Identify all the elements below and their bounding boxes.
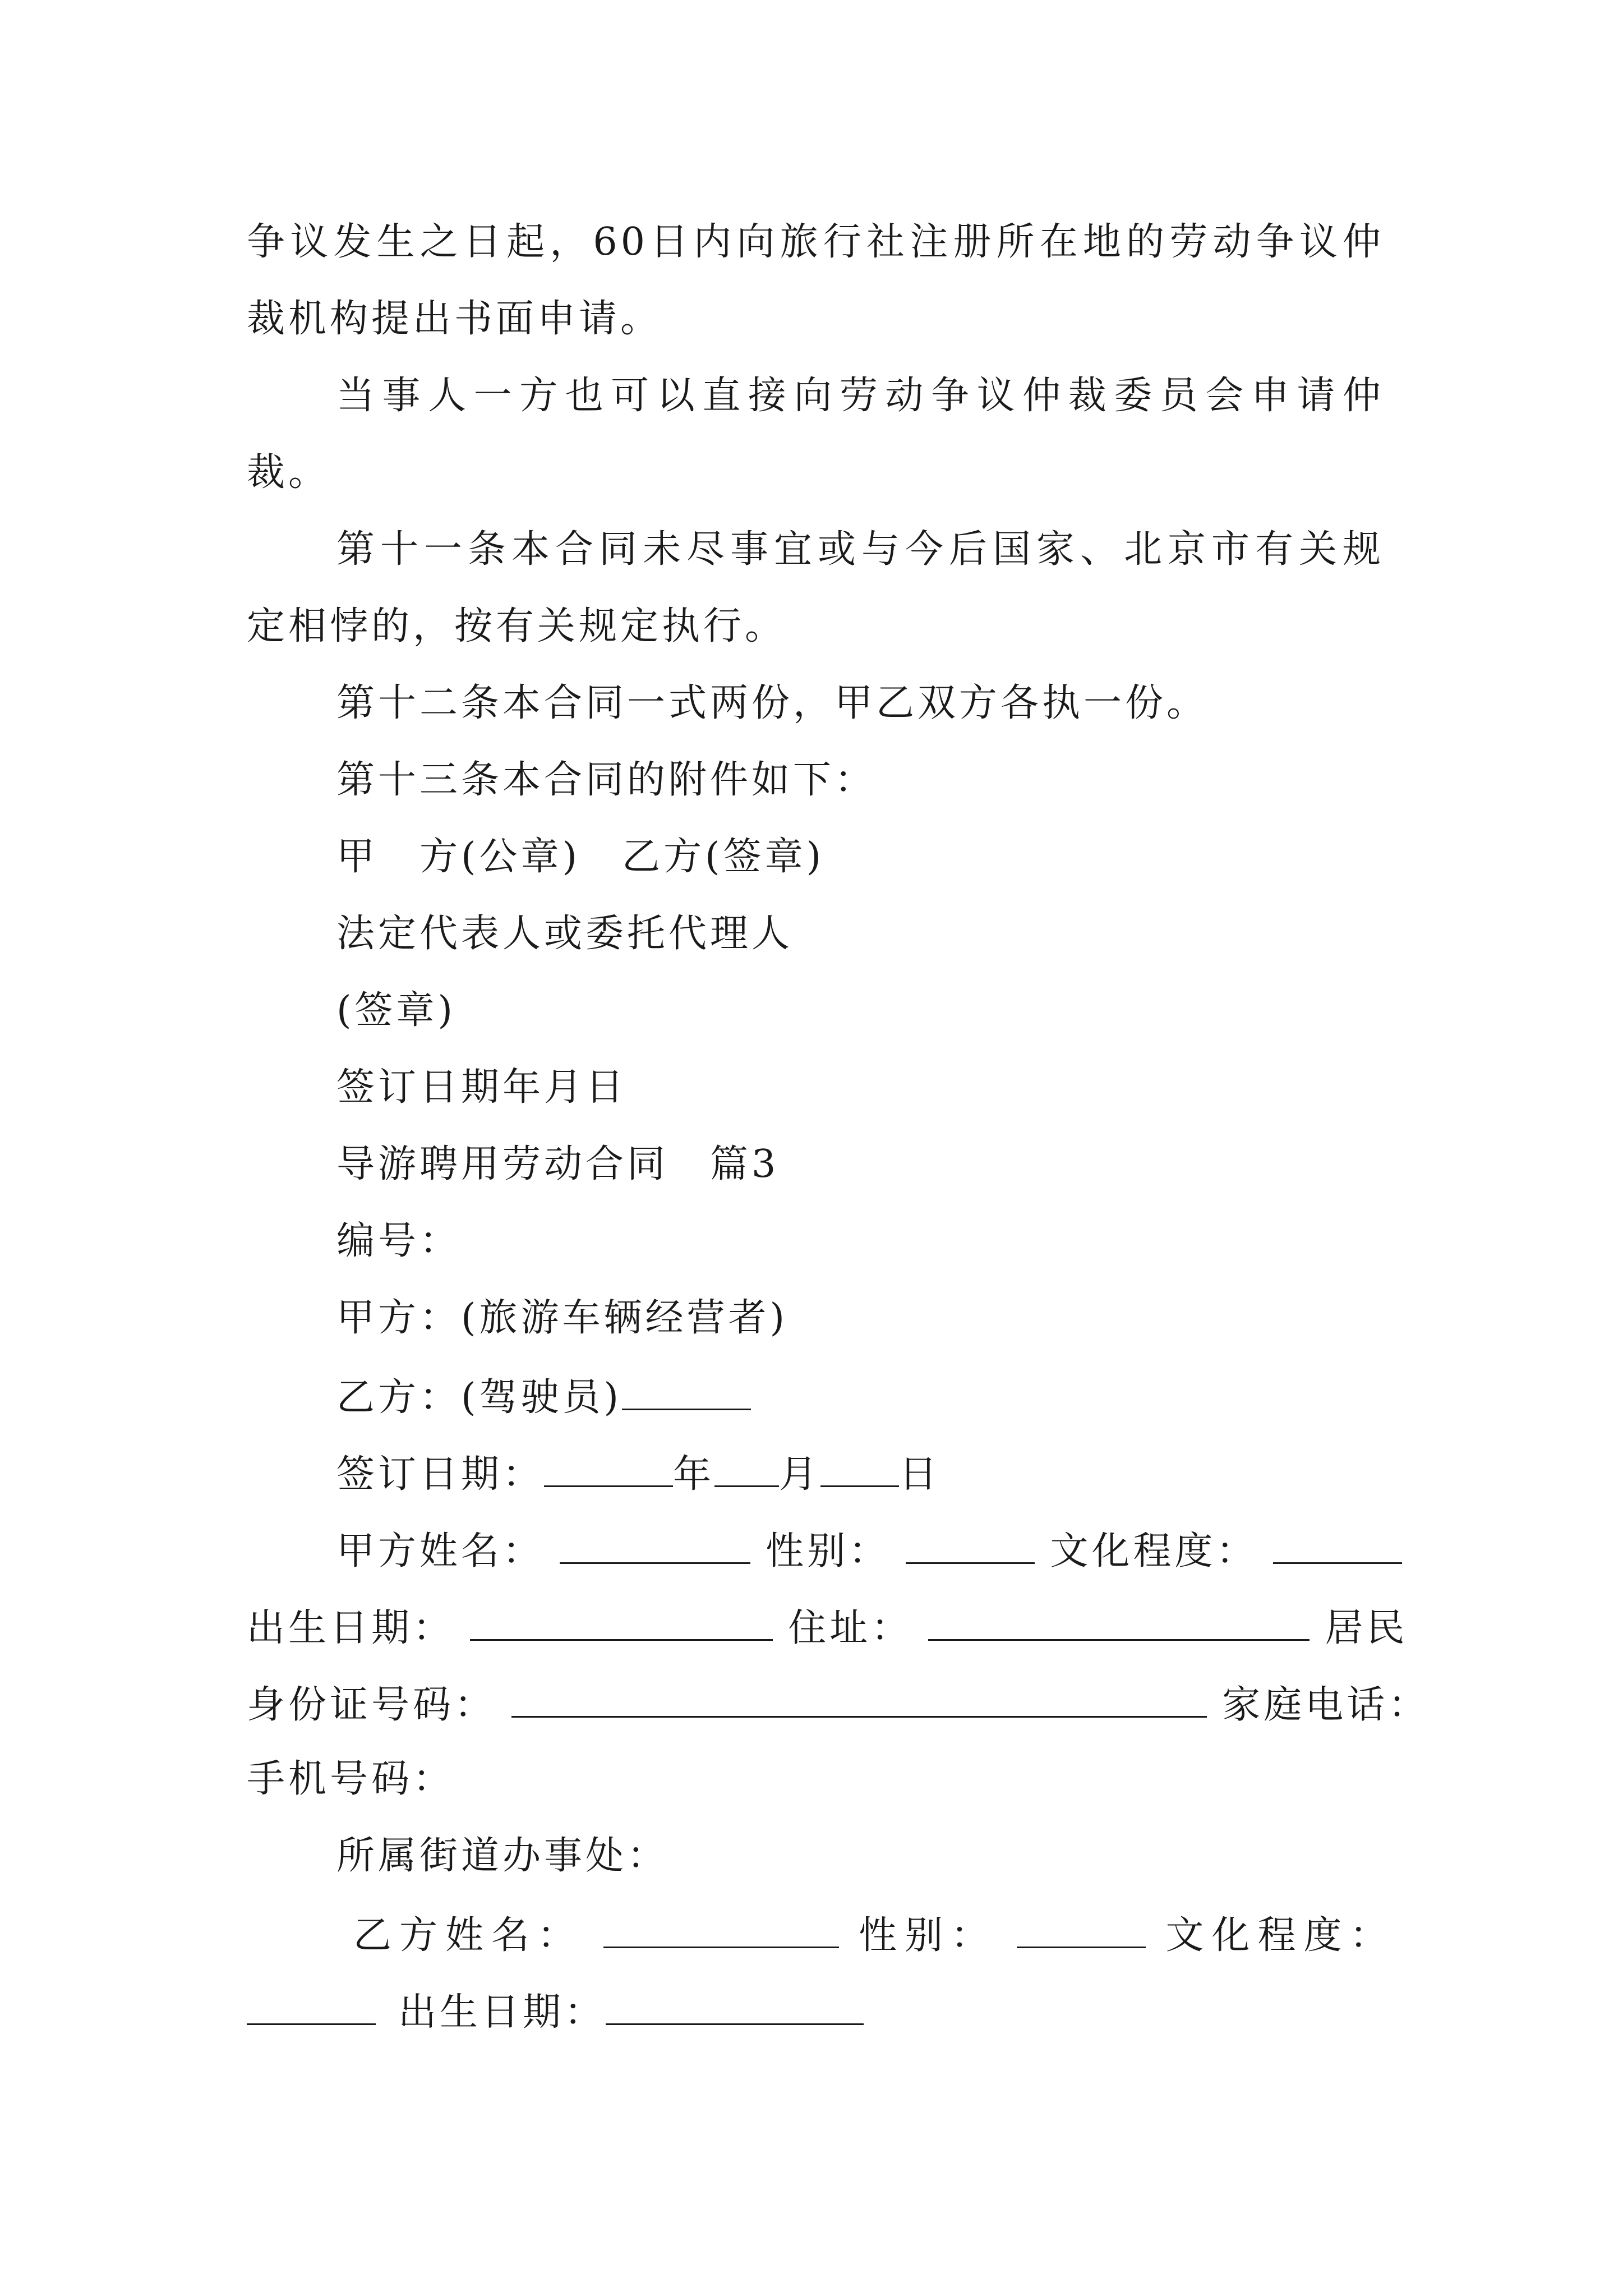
day-label: 日	[899, 1452, 941, 1497]
party-a-birth-line	[247, 1606, 1408, 1650]
a-gender-label: 性别：	[766, 1529, 891, 1573]
paragraph-line: 裁机构提出书面申请。	[247, 297, 662, 341]
party-b-birth-line	[247, 1990, 864, 2035]
paragraph-line: 定相悖的，按有关规定执行。	[247, 604, 787, 648]
day-blank[interactable]	[820, 1453, 899, 1487]
b-gender-blank[interactable]	[1017, 1914, 1146, 1948]
b-birth-blank[interactable]	[606, 1991, 864, 2025]
sign-date-line	[336, 1452, 941, 1497]
a-id-blank[interactable]	[511, 1683, 1207, 1718]
month-blank[interactable]	[714, 1453, 779, 1487]
year-blank[interactable]	[544, 1453, 673, 1487]
party-b-label: 乙方：(驾驶员)	[336, 1375, 623, 1420]
b-education-label: 文化程度：	[1165, 1913, 1396, 1958]
month-label: 月	[779, 1452, 821, 1497]
a-birth-label: 出生日期：	[247, 1606, 455, 1650]
street-office-line: 所属街道办事处：	[336, 1834, 669, 1878]
paragraph-line: (签章)	[336, 988, 457, 1033]
party-a-info-line	[336, 1530, 1384, 1571]
sign-date-label: 签订日期：	[336, 1452, 545, 1497]
paragraph-line: 争议发生之日起，60日内向旅行社注册所在地的劳动争议仲	[247, 220, 1384, 264]
paragraph-line: 第十三条本合同的附件如下：	[336, 758, 877, 802]
party-b-blank[interactable]	[622, 1376, 751, 1410]
a-home-phone-label: 家庭电话：	[1222, 1683, 1430, 1727]
year-label: 年	[673, 1452, 715, 1497]
party-b-line	[336, 1375, 751, 1420]
b-name-blank[interactable]	[603, 1914, 839, 1948]
a-education-label: 文化程度：	[1050, 1529, 1258, 1573]
party-a-id-line	[247, 1683, 1430, 1727]
a-id-label: 身份证号码：	[247, 1683, 496, 1727]
b-name-label: 乙方姓名：	[353, 1913, 584, 1958]
paragraph-line: 签订日期年月日	[336, 1065, 628, 1110]
a-name-label: 甲方姓名：	[336, 1529, 545, 1573]
a-education-blank[interactable]	[1273, 1530, 1402, 1564]
paragraph-line: 当事人一方也可以直接向劳动争议仲裁委员会申请仲	[336, 374, 1384, 418]
paragraph-line: 第十二条本合同一式两份，甲乙双方各执一份。	[336, 681, 1209, 725]
party-b-info-line	[353, 1913, 1396, 1958]
a-gender-blank[interactable]	[906, 1530, 1035, 1564]
paragraph-line: 裁。	[247, 450, 330, 495]
paragraph-line: 法定代表人或委托代理人	[336, 912, 794, 956]
b-gender-label: 性别：	[859, 1913, 997, 1958]
a-address-label: 住址：	[788, 1606, 913, 1650]
party-a-mobile-line: 手机号码：	[247, 1757, 455, 1801]
a-birth-blank[interactable]	[470, 1607, 773, 1641]
b-birth-label: 出生日期：	[398, 1990, 606, 2035]
b-education-blank[interactable]	[247, 1991, 376, 2025]
paragraph-line: 第十一条本合同未尽事宜或与今后国家、北京市有关规	[336, 527, 1384, 572]
signature-parties-line: 甲 方(公章) 乙方(签章)	[336, 835, 825, 879]
section-heading: 导游聘用劳动合同 篇3	[336, 1142, 780, 1186]
paragraph-line: 编号：	[336, 1219, 462, 1263]
party-a-line: 甲方：(旅游车辆经营者)	[336, 1296, 789, 1340]
a-resident-label: 居民	[1325, 1606, 1408, 1650]
a-name-blank[interactable]	[560, 1530, 750, 1564]
a-address-blank[interactable]	[928, 1607, 1310, 1641]
